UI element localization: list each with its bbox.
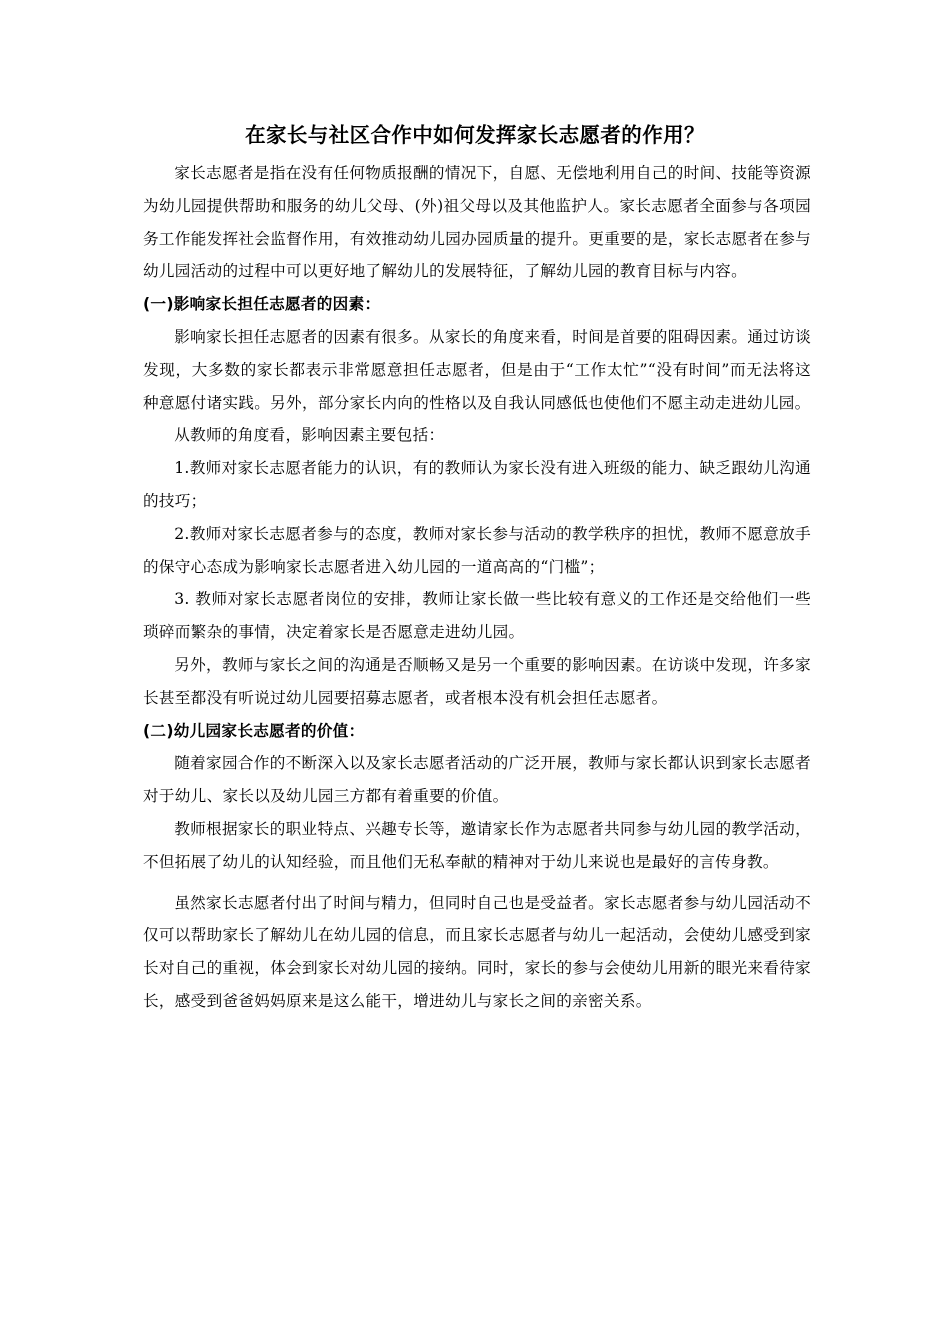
list-item: 3. 教师对家长志愿者岗位的安排，教师让家长做一些比较有意义的工作还是交给他们一些琐碎而繁杂的事情，决定着家长是否愿意走进幼儿园。: [143, 590, 811, 642]
list-item: 1.教师对家长志愿者能力的认识，有的教师认为家长没有进入班级的能力、缺乏跟幼儿沟通的技巧；: [143, 459, 811, 510]
document-body: [143, 157, 811, 1018]
section-heading-value: (二)幼儿园家长志愿者的价值：: [143, 721, 365, 740]
list-item: 2.教师对家长志愿者参与的态度，教师对家长参与活动的教学秩序的担忧，教师不愿意放手的保守心态成为影响家长志愿者进入幼儿园的一道高高的“门槛”；: [143, 524, 811, 576]
paragraph: 随着家园合作的不断深入以及家长志愿者活动的广泛开展，教师与家长都认识到家长志愿者对于幼儿、家长以及幼儿园三方都有着重要的价值。: [143, 754, 811, 806]
document-title: 在家长与社区合作中如何发挥家长志愿者的作用？: [245, 123, 705, 147]
paragraph-spacer: [143, 879, 811, 887]
paragraph: 影响家长担任志愿者的因素有很多。从家长的角度来看，时间是首要的阻碍因素。通过访谈发现，大多数的家长都表示非常愿意担任志愿者，但是由于“工作太忙”“没有时间”而无法将这种意愿付诸实践。另外，部分家长内向的性格以及自我认同感低也使他们不愿主动走进幼儿园。: [143, 327, 811, 412]
paragraph: 从教师的角度看，影响因素主要包括：: [174, 426, 445, 445]
section-heading-factors: (一)影响家长担任志愿者的因素：: [143, 295, 381, 314]
intro-paragraph: 家长志愿者是指在没有任何物质报酬的情况下，自愿、无偿地利用自己的时间、技能等资源为幼儿园提供帮助和服务的幼儿父母、(外)祖父母以及其他监护人。家长志愿者全面参与各项园务工作能发挥社会监督作用，有效推动幼儿园办园质量的提升。更重要的是，家长志愿者在参与幼儿园活动的过程中可以更好地了解幼儿的发展特征，了解幼儿园的教育目标与内容。: [143, 164, 811, 281]
paragraph: 另外，教师与家长之间的沟通是否顺畅又是另一个重要的影响因素。在访谈中发现，许多家长甚至都没有听说过幼儿园要招募志愿者，或者根本没有机会担任志愿者。: [143, 655, 811, 707]
paragraph: 教师根据家长的职业特点、兴趣专长等，邀请家长作为志愿者共同参与幼儿园的教学活动，不但拓展了幼儿的认知经验，而且他们无私奉献的精神对于幼儿来说也是最好的言传身教。: [143, 819, 811, 871]
paragraph: 虽然家长志愿者付出了时间与精力，但同时自己也是受益者。家长志愿者参与幼儿园活动不仅可以帮助家长了解幼儿在幼儿园的信息，而且家长志愿者与幼儿一起活动，会使幼儿感受到家长对自己的重视，体会到家长对幼儿园的接纳。同时，家长的参与会使幼儿用新的眼光来看待家长，感受到爸爸妈妈原来是这么能干，增进幼儿与家长之间的亲密关系。: [143, 893, 811, 1010]
